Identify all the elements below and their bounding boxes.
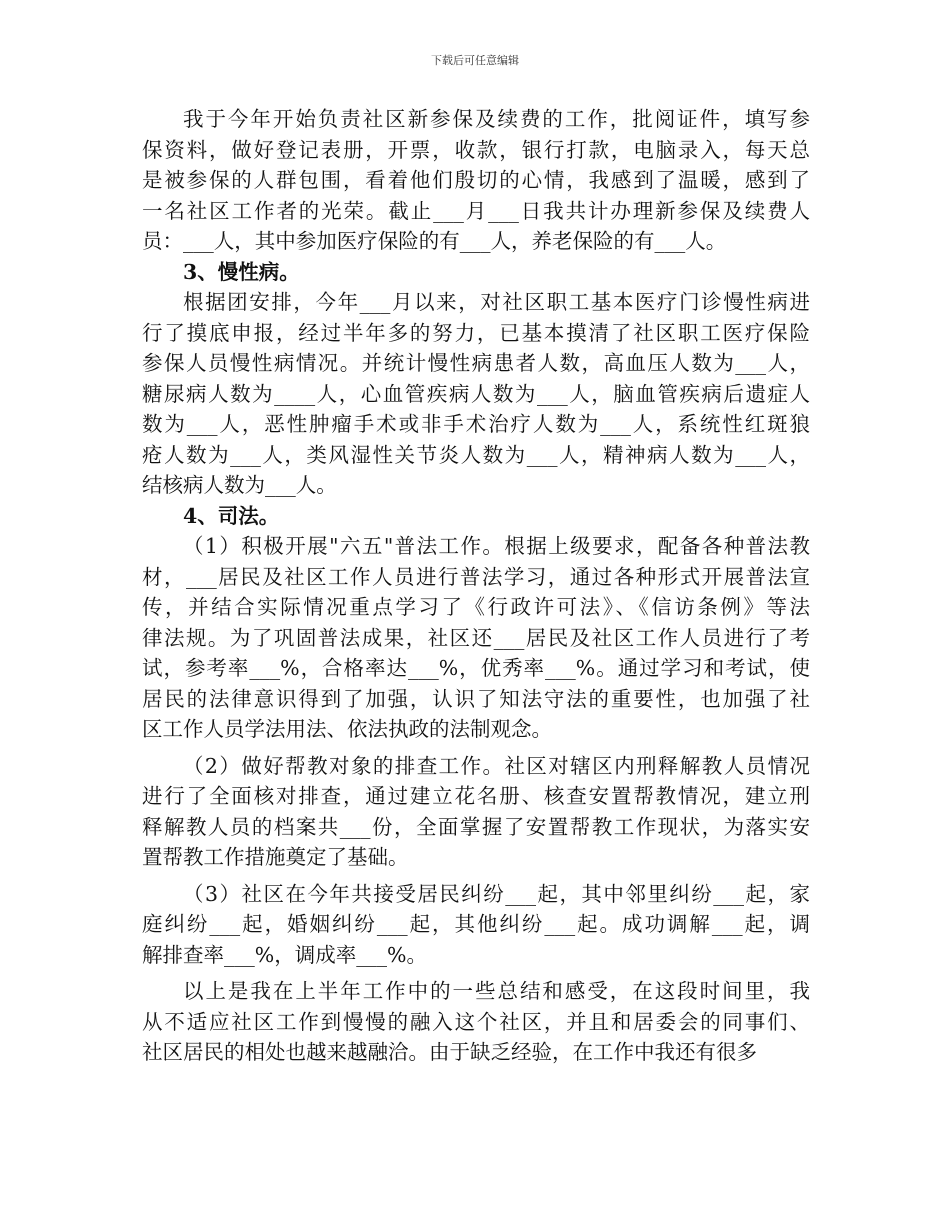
paragraph-line: 材，___居民及社区工作人员进行普法学习，通过各种形式开展普法宣 <box>142 564 810 589</box>
paragraph-line: 释解教人员的档案共___份，全面掌握了安置帮教工作现状，为落实安 <box>142 814 810 839</box>
heading-text: 4、司法。 <box>183 503 280 528</box>
heading-text: 3、慢性病。 <box>183 259 300 284</box>
paragraph-line: 根据团安排，今年___月以来，对社区职工基本医疗门诊慢性病进 <box>183 290 810 314</box>
section-heading <box>142 501 810 532</box>
paragraph-line: 是被参保的人群包围，看着他们殷切的心情，我感到了温暖，感到了 <box>142 168 810 192</box>
paragraph <box>142 879 810 971</box>
paragraph-line: 糖尿病人数为____人，心血管疾病人数为___人，脑血管疾病后遗症人 <box>142 381 810 406</box>
paragraph-line: 居民的法律意识得到了加强，认识了知法守法的重要性，也加强了社 <box>142 686 810 711</box>
paragraph-line: 行了摸底申报，经过半年多的努力，已基本摸清了社区职工医疗保险 <box>142 320 810 345</box>
paragraph-line: （1）积极开展"六五"普法工作。根据上级要求，配备各种普法教 <box>183 534 810 558</box>
paragraph <box>142 531 810 745</box>
paragraph-line: 参保人员慢性病情况。并统计慢性病患者人数，高血压人数为___人， <box>142 351 810 375</box>
paragraph-line: 社区居民的相处也越来越融洽。由于缺乏经验，在工作中我还有很多 <box>142 1040 757 1064</box>
document-body <box>142 104 810 1068</box>
paragraph-line: 传，并结合实际情况重点学习了《行政许可法》、《信访条例》等法 <box>142 595 810 619</box>
paragraph-line: 一名社区工作者的光荣。截止___月___日我共计办理新参保及续费人 <box>142 198 810 223</box>
paragraph-line: （2）做好帮教对象的排查工作。社区对辖区内刑释解教人员情况 <box>183 753 810 778</box>
paragraph-line: 保资料，做好登记表册，开票，收款，银行打款，电脑录入，每天总 <box>142 137 810 162</box>
paragraph-line: 进行了全面核对排查，通过建立花名册、核查安置帮教情况，建立刑 <box>142 784 810 808</box>
paragraph <box>142 751 810 873</box>
paragraph-line: 数为___人，恶性肿瘤手术或非手术治疗人数为___人，系统性红斑狼 <box>142 412 810 436</box>
paragraph <box>142 976 810 1068</box>
paragraph-line: 试，参考率___%，合格率达___%，优秀率___%。通过学习和考试，使 <box>142 656 810 680</box>
page-header-note: 下载后可任意编辑 <box>431 54 519 67</box>
paragraph-line: 庭纠纷___起，婚姻纠纷___起，其他纠纷___起。成功调解___起，调 <box>142 912 810 936</box>
paragraph-line: 以上是我在上半年工作中的一些总结和感受，在这段时间里，我 <box>183 979 810 1003</box>
paragraph-line: 我于今年开始负责社区新参保及续费的工作，批阅证件，填写参 <box>183 107 810 131</box>
paragraph-line: （3）社区在今年共接受居民纠纷___起，其中邻里纠纷___起，家 <box>183 881 810 906</box>
paragraph <box>142 287 810 501</box>
paragraph-line: 解排查率___%，调成率___%。 <box>142 942 427 967</box>
paragraph <box>142 104 810 257</box>
paragraph-line: 律法规。为了巩固普法成果，社区还___居民及社区工作人员进行了考 <box>142 625 810 650</box>
section-heading <box>142 257 810 288</box>
paragraph-line: 区工作人员学法用法、依法执政的法制观念。 <box>142 717 552 741</box>
paragraph-line: 置帮教工作措施奠定了基础。 <box>142 845 409 869</box>
paragraph-line: 疮人数为___人，类风湿性关节炎人数为___人，精神病人数为___人， <box>142 442 810 467</box>
paragraph-line: 从不适应社区工作到慢慢的融入这个社区，并且和居委会的同事们、 <box>142 1009 810 1034</box>
paragraph-line: 员：___人，其中参加医疗保险的有___人，养老保险的有___人。 <box>142 229 727 253</box>
paragraph-line: 结核病人数为___人。 <box>142 473 337 497</box>
